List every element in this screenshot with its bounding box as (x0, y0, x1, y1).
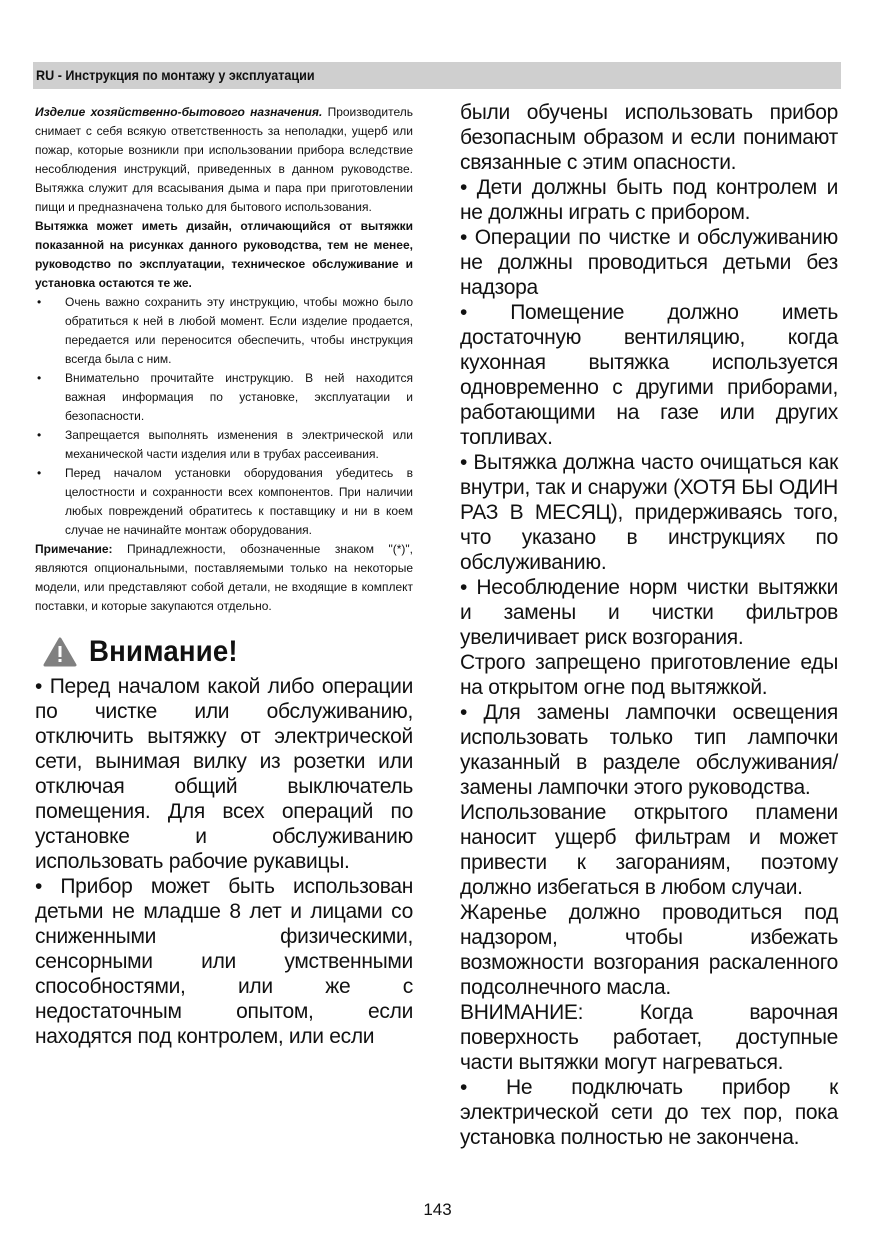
paragraph: • Вытяжка должна часто очищаться как внутри, так и снаружи (ХОТЯ БЫ ОДИН РАЗ В МЕСЯЦ), придерживаясь того, что указано в инструкциях по обслуживанию. (460, 451, 838, 574)
bullet-icon: • (37, 466, 42, 480)
warning-paragraph-children: • Прибор может быть использован детьми не младше 8 лет и лицами со сниженными физическими, сенсорными или умственными способностями, или же с недостаточным опытом, если находятся под контролем, или если (35, 875, 413, 1048)
note-label: Примечание: (35, 542, 113, 556)
list-item: • Очень важно сохранить эту инструкцию, чтобы можно было обратиться к ней в любой момент. Если изделие продается, передается или переносится обеспечить, чтобы инструкция всегда была с ним. (37, 295, 413, 366)
warning-heading (35, 630, 413, 674)
section-header-title (36, 67, 315, 83)
intro-text: Производитель снимает с себя всякую ответственность за неполадки, ущерб или пожар, которые возникли при использовании прибора вследствие несоблюдения инструкций, приведенных в данном руководстве. Вытяжка служит для всасывания дыма и пара при приготовлении пищи и предназначена только для бытового использования. (35, 105, 413, 214)
page-number: 143 (423, 1200, 452, 1219)
list-item: • Перед началом установки оборудования убедитесь в целостности и сохранности всех компонентов. При наличии любых повреждений обратитесь к поставщику и ни в коем случае не начинайте монтаж оборудования. (37, 466, 413, 537)
paragraph: • Дети должны быть под контролем и не должны играть с прибором. (460, 176, 838, 224)
warning-paragraph-disconnect: • Перед началом какой либо операции по чистке или обслуживанию, отключить вытяжку от электрической сети, вынимая вилку из розетки или отключая общий выключатель помещения. Для всех операций по установке и обслуживанию использовать рабочие рукавицы. (35, 675, 413, 873)
warning-title: Внимание! (89, 635, 238, 668)
paragraph: • Помещение должно иметь достаточную вентиляцию, когда кухонная вытяжка используется одновременно с другими приборами, работающими на газе или других топливах. (460, 301, 838, 449)
paragraph: Использование открытого пламени наносит ущерб фильтрам и может привести к загораниям, поэтому должно избегаться в любом случаи. (460, 801, 838, 899)
paragraph: • Не подключать прибор к электрической сети до тех пор, пока установка полностью не закончена. (460, 1076, 838, 1149)
bullet-icon: • (37, 295, 42, 309)
paragraph: • Несоблюдение норм чистки вытяжки и замены и чистки фильтров увеличивает риск возгорания. (460, 576, 838, 649)
paragraph: ВНИМАНИЕ: Когда варочная поверхность работает, доступные части вытяжки могут нагреваться. (460, 1001, 838, 1074)
paragraph: Строго запрещено приготовление еды на открытом огне под вытяжкой. (460, 651, 838, 699)
bullet-icon: • (37, 371, 42, 385)
list-item: • Запрещается выполнять изменения в электрической или механической части изделия или в трубах рассеивания. (37, 428, 413, 461)
paragraph: Жаренье должно проводиться под надзором, чтобы избежать возможности возгорания раскаленного подсолнечного масла. (460, 901, 838, 999)
note-text: Принадлежности, обозначенные знаком "(*)", являются опциональными, поставляемыми только на некоторые модели, или представляют собой детали, не входящие в комплект поставки, и которые закупаются отдельно. (35, 542, 413, 613)
intro-paragraph (35, 103, 413, 217)
right-column (460, 100, 838, 1150)
header-title-text: - Инструкция по монтажу у эксплуатации (54, 67, 315, 83)
section-header-bar (33, 62, 841, 89)
left-column (35, 103, 413, 1049)
warning-triangle-icon (43, 637, 77, 667)
safety-bullet-list (35, 293, 413, 540)
intro-heading: Изделие хозяйственно-бытового назначения. (35, 105, 323, 119)
list-item: • Внимательно прочитайте инструкцию. В ней находится важная информация по установке, эксплуатации и безопасности. (37, 371, 413, 423)
paragraph: были обучены использовать прибор безопасным образом и если понимают связанные с этим опасности. (460, 101, 838, 174)
accessories-note (35, 540, 413, 616)
paragraph: • Для замены лампочки освещения использовать только тип лампочки указанный в разделе обслуживания/замены лампочки этого руководства. (460, 701, 838, 799)
language-code: RU (36, 67, 55, 83)
bullet-icon: • (37, 428, 42, 442)
design-note: Вытяжка может иметь дизайн, отличающийся от вытяжки показанной на рисунках данного руководства, тем не менее, руководство по эксплуатации, техническое обслуживание и установка остаются те же. (35, 219, 413, 290)
paragraph: • Операции по чистке и обслуживанию не должны проводиться детьми без надзора (460, 226, 838, 299)
